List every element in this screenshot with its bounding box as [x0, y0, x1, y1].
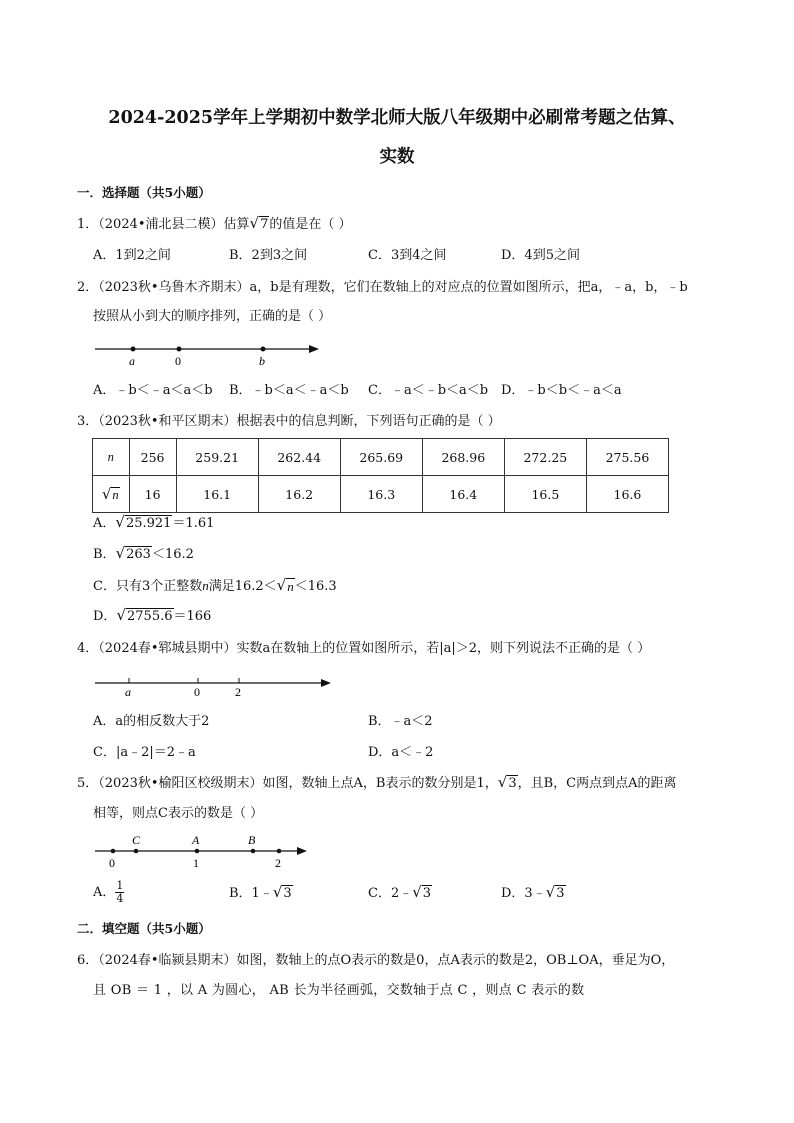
- option-prefix: A．: [93, 885, 116, 900]
- fraction-denominator: 4: [116, 892, 124, 905]
- question-5-stem-line1: [77, 774, 676, 794]
- option-suffix: ＜16.3: [294, 579, 337, 594]
- page-title-line2: 实数: [379, 147, 415, 167]
- table-cell: 275.56: [586, 439, 668, 476]
- table-cell-header: [93, 476, 130, 513]
- q2-axis-label-0: 0: [175, 354, 181, 368]
- option-prefix: B．: [93, 547, 116, 562]
- q2-option-b: B．﹣b＜a＜﹣a＜b: [229, 383, 349, 398]
- q5-option-c: [368, 884, 432, 904]
- q1-option-b: B．2到3之间: [229, 248, 308, 263]
- q4-option-c: C．|a﹣2|＝2﹣a: [93, 745, 196, 760]
- table-cell: 16: [129, 476, 176, 513]
- table-cell: 268.96: [422, 439, 504, 476]
- q4-option-a: A．a的相反数大于2: [93, 714, 210, 729]
- q1-option-a: A．1到2之间: [93, 248, 171, 263]
- q4-option-b: B．﹣a＜2: [368, 714, 433, 729]
- question-3-stem: 3．（2023秋•和平区期末）根据表中的信息判断，下列语句正确的是（ ）: [77, 414, 501, 429]
- sqrt-expression: √ 7: [249, 214, 269, 232]
- sqrt-expression: √ 3: [497, 773, 517, 791]
- sqrt-expression: √ 2755.6: [116, 606, 173, 624]
- q3-option-a: [93, 514, 214, 534]
- q2-option-d: D．﹣b＜b＜﹣a＜a: [501, 383, 622, 398]
- section-heading-choice: 一．选择题（共5小题）: [77, 185, 211, 200]
- table-cell: 256: [129, 439, 176, 476]
- q3-data-table: [92, 438, 669, 513]
- table-cell: 16.6: [586, 476, 668, 513]
- q5-suffix: ，且B，C两点到点A的距离: [517, 776, 677, 791]
- q3-option-d: [93, 607, 211, 627]
- q5-option-b: [229, 884, 293, 904]
- question-6-stem-line2: 且 OB ＝ 1 ，以 A 为圆心， AB 长为半径画弧，交数轴于点 C ，则点 C 表示的数: [93, 983, 585, 998]
- option-prefix: C．2﹣: [368, 886, 413, 901]
- table-cell: 272.25: [504, 439, 586, 476]
- table-cell: 16.3: [340, 476, 422, 513]
- q3-a-radicand: 25.921: [125, 516, 172, 531]
- option-prefix: B．1﹣: [229, 886, 273, 901]
- q2-axis-label-b: b: [259, 354, 265, 368]
- q4-option-d: D．a＜﹣2: [368, 745, 434, 760]
- q1-option-c: C．3到4之间: [368, 248, 447, 263]
- q5-option-a: [93, 880, 124, 905]
- table-sqrt-radicand: n: [112, 487, 119, 502]
- q1-radicand: 7: [260, 217, 269, 232]
- section-heading-fill: 二．填空题（共5小题）: [77, 921, 211, 936]
- variable-n: n: [202, 578, 209, 593]
- q3-option-c: [93, 576, 337, 597]
- q5-number-line: [93, 832, 313, 872]
- q3-c-radicand: n: [287, 579, 294, 594]
- option-prefix: D．: [93, 609, 117, 624]
- sqrt-expression: √ 263: [115, 544, 151, 562]
- q5-tick-1: 1: [193, 856, 199, 870]
- q5-d-radicand: 3: [556, 886, 565, 901]
- table-row: [93, 439, 669, 476]
- q4-axis-label-a: a: [125, 685, 131, 699]
- q5-option-d: [501, 884, 566, 904]
- q4-axis-label-2: 2: [235, 685, 241, 699]
- q5-prefix: 5．（2023秋•榆阳区校级期末）如图，数轴上点A，B表示的数分别是1，: [77, 776, 498, 791]
- table-cell: 16.2: [258, 476, 340, 513]
- question-4-stem: 4．（2024春•郓城县期中）实数a在数轴上的位置如图所示，若|a|＞2，则下列说法不正确的是（ ）: [77, 641, 651, 656]
- q5-c-radicand: 3: [422, 886, 432, 901]
- option-prefix: D．3﹣: [501, 886, 546, 901]
- q4-axis-label-0: 0: [194, 685, 200, 699]
- question-2-stem-line2: 按照从小到大的顺序排列，正确的是（ ）: [93, 309, 332, 324]
- table-cell: 262.44: [258, 439, 340, 476]
- table-cell: 265.69: [340, 439, 422, 476]
- question-2-stem-line1: 2．（2023秋•乌鲁木齐期末）a，b是有理数，它们在数轴上的对应点的位置如图所示，把a，﹣a，b，﹣b: [77, 280, 688, 295]
- table-cell: 16.4: [422, 476, 504, 513]
- fraction: [115, 880, 124, 905]
- table-cell: 16.1: [176, 476, 258, 513]
- sqrt-expression: √ n: [276, 576, 294, 594]
- q3-option-b: [93, 545, 194, 565]
- q5-tick-0: 0: [109, 856, 115, 870]
- page-title-line1: 2024-2025学年上学期初中数学北师大版八年级期中必刷常考题之估算、: [108, 108, 686, 128]
- q1-suffix: 的值是在（ ）: [269, 217, 352, 232]
- table-cell: 259.21: [176, 439, 258, 476]
- q2-option-c: C．﹣a＜﹣b＜a＜b: [368, 383, 489, 398]
- q2-number-line: [93, 338, 323, 368]
- q5-label-a: A: [192, 833, 200, 847]
- fraction-numerator: 1: [116, 879, 124, 892]
- table-cell-header: n: [93, 439, 130, 476]
- q5-b-radicand: 3: [283, 886, 292, 901]
- q1-prefix: 1．（2024•浦北县二模）估算: [77, 217, 250, 232]
- question-6-stem-line1: 6．（2024春•临颍县期末）如图，数轴上的点O表示的数是0，点A表示的数是2，OB⊥OA，垂足为O，: [77, 953, 675, 968]
- q1-option-d: D．4到5之间: [501, 248, 580, 263]
- q5-label-b: B: [248, 833, 256, 847]
- q3-b-radicand: 263: [126, 547, 151, 562]
- q2-axis-label-a: a: [129, 354, 135, 368]
- table-row: [93, 476, 669, 513]
- option-prefix: A．: [93, 516, 116, 531]
- q4-number-line: [93, 674, 338, 702]
- table-cell: 16.5: [504, 476, 586, 513]
- option-suffix: ＝1.61: [172, 516, 215, 531]
- question-5-stem-line2: 相等，则点C表示的数是（ ）: [93, 806, 264, 821]
- question-1-stem: [77, 215, 352, 235]
- option-suffix: ＝166: [173, 609, 212, 624]
- sqrt-expression: √ 3: [272, 883, 292, 901]
- q2-option-a: A．﹣b＜﹣a＜a＜b: [93, 383, 213, 398]
- sqrt-expression: √ 3: [412, 883, 432, 901]
- option-mid: 满足16.2＜: [208, 579, 277, 594]
- q5-tick-2: 2: [275, 856, 281, 870]
- sqrt-expression: √ 25.921: [115, 513, 172, 531]
- option-suffix: ＜16.2: [151, 547, 194, 562]
- q3-d-radicand: 2755.6: [127, 609, 173, 624]
- q5-label-c: C: [132, 833, 141, 847]
- option-prefix: C．只有3个正整数: [93, 579, 203, 594]
- q5-radicand: 3: [508, 776, 517, 791]
- sqrt-expression: √ n: [101, 484, 119, 503]
- sqrt-expression: √ 3: [545, 883, 565, 901]
